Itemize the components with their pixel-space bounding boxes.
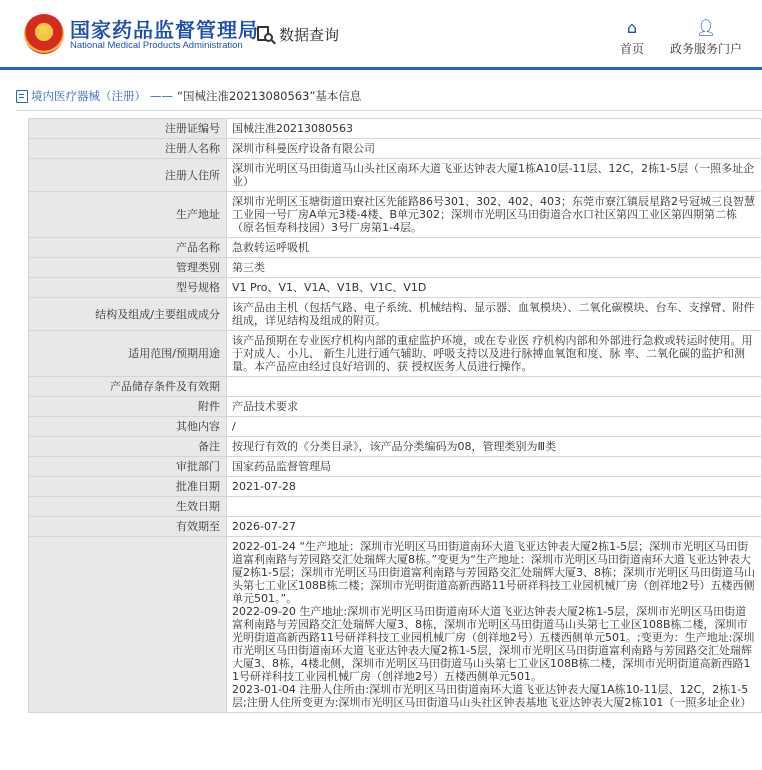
table-row [29,258,762,278]
field-value [227,497,762,517]
field-label: 有效期至 [29,517,227,537]
field-value: 2021-07-28 [227,477,762,497]
table-row-change-history [29,537,762,713]
table-row [29,377,762,397]
nav-government-services[interactable] [668,18,744,57]
field-value: 按现行有效的《分类目录》，该产品分类编码为08，管理类别为Ⅲ类 [227,437,762,457]
table-row [29,298,762,331]
document-search-icon [256,25,276,45]
field-label: 适用范围/预期用途 [29,331,227,377]
table-row [29,119,762,139]
table-row [29,397,762,417]
breadcrumb-divider [16,110,762,111]
table-row [29,437,762,457]
table-row [29,457,762,477]
nav-home-label: 首页 [619,42,644,56]
change-entry: 2022-01-24 “生产地址：深圳市光明区马田街道南环大道飞亚达钟表大厦2栋1-5层；深圳市光明区马田街道富利南路与芳园路交汇处瑞辉大厦8栋。”变更为“生产地址：深圳市光明区马田街道南环大道飞亚达钟表大厦2栋1-5层；深圳市光明区马田街道富利南路与芳园路交汇处瑞辉大厦3、8栋；深圳市光明区马田街道马山头第七工业区108B栋二楼；深圳市光明街道高新西路11号研祥科技工业园机械厂房（创祥地2号）五楼西侧单元501。”。 [232,540,755,605]
national-emblem-icon [24,14,64,54]
field-label [29,537,227,713]
detail-table [28,118,762,713]
change-entry: 2023-01-04 注册人住所由:深圳市光明区马田街道南环大道飞亚达钟表大厦1A栋10-11层、12C，2栋1-5层;注册人住所变更为:深圳市光明区马田街道马山头社区钟表基地飞亚达钟表大厦2栋101（一照多址企业） [232,683,752,709]
table-row [29,517,762,537]
table-row [29,238,762,258]
field-label: 生产地址 [29,192,227,238]
field-value: 深圳市科曼医疗设备有限公司 [227,139,762,159]
nav-government-services-label: 政务服务门户 [669,42,742,56]
field-value: 国械注准20213080563 [227,119,762,139]
change-entry: 2022-09-20 生产地址:深圳市光明区马田街道南环大道飞亚达钟表大厦2栋1-5层，深圳市光明区马田街道富利南路与芳园路交汇处瑞辉大厦3、8栋，深圳市光明区马田街道马山头第七工业区108B栋二楼，深圳市光明街道高新西路11号研祥科技工业园机械厂房（创祥地2号）五楼西侧单元501。;变更为：生产地址:深圳市光明区马田街道南环大道飞亚达钟表大厦2栋1-5层，深圳市光明区马田街道富利南路与芳园路交汇处瑞辉大厦3、8栋，4楼北侧，深圳市光明区马田街道马山头第七工业区108B栋二楼，深圳市光明街道高新西路11号研祥科技工业园机械厂房（创祥地2号）五楼西侧单元501。 [232,605,755,683]
field-value: 产品技术要求 [227,397,762,417]
field-value: 深圳市光明区马田街道马山头社区南环大道飞亚达钟表大厦1栋A10层-11层、12C，2栋1-5层（一照多址企业） [227,159,762,192]
change-history-value [227,537,762,713]
table-row [29,331,762,377]
field-label: 其他内容 [29,417,227,437]
breadcrumb-title: “国械注准20213080563”基本信息 [177,89,362,103]
field-label: 备注 [29,437,227,457]
nav-home[interactable] [617,18,647,57]
field-label: 审批部门 [29,457,227,477]
field-label: 生效日期 [29,497,227,517]
field-value: 深圳市光明区玉塘街道田寮社区先能路86号301、302、402、403；东莞市寮江镇辰星路2号冠城三良智慧工业园一号厂房A单元3楼-4楼、B单元302；深圳市光明区马田街道合水口社区第四工业区第四期第二栋（原名恒寿科技园）3号厂房第1-4层。 [227,192,762,238]
field-label: 注册人住所 [29,159,227,192]
field-value: 该产品预期在专业医疗机构内部的重症监护环境，或在专业医 疗机构内部和外部进行急救或转运时使用。用于对成人、小儿、 新生儿进行通气辅助、呼吸支持以及进行脉搏血氧饱和度、脉 率、二氧化碳的监护和测量。本产品应由经过良好培训的、获 授权医务人员进行操作。 [227,331,762,377]
field-value: / [227,417,762,437]
table-row [29,192,762,238]
field-value: 急救转运呼吸机 [227,238,762,258]
field-label: 注册证编号 [29,119,227,139]
field-value: 第三类 [227,258,762,278]
home-icon: ⌂ [626,18,638,37]
data-query-link[interactable] [256,24,339,45]
field-value: 国家药品监督管理局 [227,457,762,477]
field-label: 管理类别 [29,258,227,278]
site-header [0,0,762,70]
table-row [29,139,762,159]
field-label: 注册人名称 [29,139,227,159]
field-label: 批准日期 [29,477,227,497]
table-row [29,477,762,497]
table-row [29,159,762,192]
field-value: 2026-07-27 [227,517,762,537]
field-label: 产品储存条件及有效期 [29,377,227,397]
field-value: 该产品由主机（包括气路、电子系统、机械结构、显示器、血氧模块）、二氧化碳模块、台车、支撑臂、附件组成，详见结构及组成的附页。 [227,298,762,331]
data-query-label: 数据查询 [279,26,340,44]
user-icon: 👤︎ [695,18,717,37]
field-label: 型号规格 [29,278,227,298]
field-value: V1 Pro、V1、V1A、V1B、V1C、V1D [227,278,762,298]
breadcrumb-separator: —— [150,89,173,103]
breadcrumb [16,86,762,106]
document-icon [16,90,28,103]
site-name-english: National Medical Products Administration [70,40,243,51]
field-label: 结构及组成/主要组成成分 [29,298,227,331]
field-value [227,377,762,397]
field-label: 产品名称 [29,238,227,258]
field-label: 附件 [29,397,227,417]
breadcrumb-category[interactable]: 境内医疗器械（注册） [31,89,146,103]
table-row [29,278,762,298]
site-name[interactable]: 国家药品监督管理局 [70,18,259,42]
table-row [29,497,762,517]
table-row [29,417,762,437]
